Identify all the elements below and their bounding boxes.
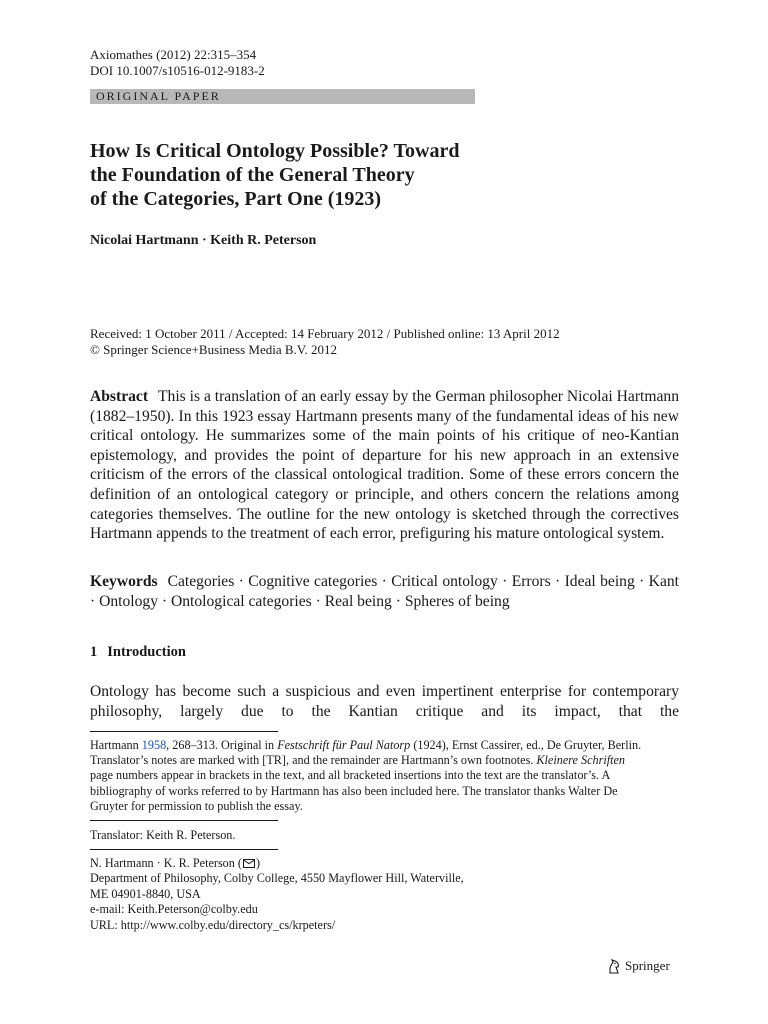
envelope-icon — [243, 859, 255, 868]
contact-names-close: ) — [255, 856, 261, 870]
translator-divider — [90, 820, 278, 821]
publisher-name: Springer — [625, 958, 670, 973]
date-history: Received: 1 October 2011 / Accepted: 14 February 2012 / Published online: 13 April 2012 — [90, 326, 560, 341]
journal-header — [90, 47, 265, 79]
intro-paragraph: Ontology has become such a suspicious and even impertinent enterprise for contemporary philosophy, largely due to the Kantian critique and its impact, that the — [90, 683, 679, 720]
contact-divider — [90, 849, 278, 850]
journal-citation: Axiomathes (2012) 22:315–354 — [90, 47, 257, 62]
abstract-text: This is a translation of an early essay by the German philosopher Nicolai Hartmann (1882–1950). In this 1923 essay Hartmann presents many of the fundamental ideas of his new critical ontology. He summarizes some of the main points of his critique of neo-Kantian epistemology, and provides the point of departure for his new approach in an extensive criticism of the errors of the classical ontological tradition. Some of these errors concern the definition of an ontological category or principle, and others concern the relations among categories themselves. The outline for the new ontology is sketched through the correctives Hartmann appends to the treatment of each error, prefiguring his mature ontological system. — [90, 388, 679, 543]
keywords-block — [90, 572, 679, 611]
title-line: of the Categories, Part One (1923) — [90, 188, 382, 210]
footnote — [90, 738, 650, 814]
reference-link-1958[interactable]: 1958 — [141, 738, 167, 752]
festschrift-title: Festschrift für Paul Natorp — [277, 738, 411, 752]
section-number: 1 — [90, 644, 98, 660]
footnote-text: (1924), Ernst Cassirer, ed., De Gruyter, Berlin. Translator’s notes are marked with [TR], and the remainder are Hartmann’s own footnotes. — [90, 738, 642, 768]
footnote-author: Hartmann — [90, 738, 139, 752]
author-list: Nicolai Hartmann · Keith R. Peterson — [90, 233, 317, 248]
keywords-text: Categories · Cognitive categories · Critical ontology · Errors · Ideal being · Kant · Ontology · Ontological categories · Real being · Spheres of being — [90, 573, 679, 610]
keywords-label: Keywords — [90, 573, 158, 590]
contact-block — [90, 856, 464, 933]
abstract-label: Abstract — [90, 388, 149, 405]
journal-doi: DOI 10.1007/s10516-012-9183-2 — [90, 63, 265, 78]
paper-type-banner: ORIGINAL PAPER — [90, 89, 475, 104]
copyright-notice: © Springer Science+Business Media B.V. 2012 — [90, 342, 337, 357]
footnote-divider — [90, 731, 278, 732]
springer-knight-icon — [607, 958, 621, 974]
section-title: Introduction — [107, 644, 186, 660]
title-line: the Foundation of the General Theory — [90, 164, 415, 186]
contact-email[interactable]: e-mail: Keith.Peterson@colby.edu — [90, 902, 258, 917]
abstract-block — [90, 387, 679, 544]
footnote-pages: , 268–313. Original in — [166, 738, 278, 752]
contact-department: Department of Philosophy, Colby College, 4550 Mayflower Hill, Waterville, — [90, 871, 464, 886]
publisher-logo — [607, 958, 670, 974]
contact-url[interactable]: URL: http://www.colby.edu/directory_cs/krpeters/ — [90, 917, 336, 932]
contact-address: ME 04901-8840, USA — [90, 886, 201, 901]
contact-names — [90, 856, 464, 871]
title-line: How Is Critical Ontology Possible? Toward — [90, 140, 460, 162]
paper-title — [90, 139, 650, 211]
footnote-text: page numbers appear in brackets in the text, and all bracketed insertions into the text are the translator’s. A bibliography of works referred to by Hartmann has also been included here. The translator thanks Walter De Gruyter for permission to publish the essay. — [90, 768, 618, 813]
publication-history — [90, 326, 560, 358]
translator-note: Translator: Keith R. Peterson. — [90, 828, 236, 842]
section-heading — [90, 644, 186, 661]
contact-names-text: N. Hartmann · K. R. Peterson ( — [90, 856, 242, 870]
kleinere-schriften-title: Kleinere Schriften — [536, 753, 625, 768]
